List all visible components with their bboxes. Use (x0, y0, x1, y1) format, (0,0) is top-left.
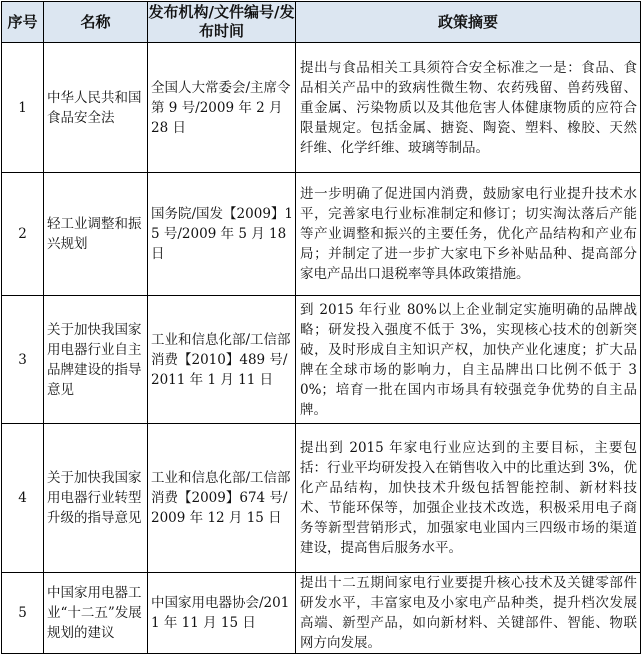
row-index: 5 (2, 573, 44, 654)
table-row (2, 43, 641, 173)
row-name: 关于加快我国家用电器行业自主品牌建设的指导意见 (44, 296, 148, 424)
table-header-row (2, 2, 641, 43)
row-name: 关于加快我国家用电器行业转型升级的指导意见 (44, 424, 148, 573)
row-summary: 提出十二五期间家电行业要提升核心技术及关键零部件研发水平，丰富家电及小家电产品种类，提升档次发展高端、新型产品，如向新材料、关键部件、智能、物联网方向发展。 (296, 573, 641, 654)
table-row (2, 173, 641, 296)
row-name: 中国家用电器工业“十二五”发展规划的建议 (44, 573, 148, 654)
header-index: 序号 (2, 2, 44, 43)
row-index: 2 (2, 173, 44, 296)
row-agency: 中国家用电器协会/2011 年 11 月 15 日 (148, 573, 296, 654)
row-name: 轻工业调整和振兴规划 (44, 173, 148, 296)
policy-table (1, 1, 641, 654)
row-index: 4 (2, 424, 44, 573)
row-summary: 提出到 2015 年家电行业应达到的主要目标，主要包括：行业平均研发投入在销售收入中的比重达到 3%，优化产品结构，加快技术升级包括智能控制、新材料技术、节能环保等，加强企业技术改选，积极采用电子商务等新型营销形式，加强家电业国内三四级市场的渠道建设，提高售后服务水平。 (296, 424, 641, 573)
header-summary: 政策摘要 (296, 2, 641, 43)
row-agency: 工业和信息化部/工信部消费【2009】674 号/2009 年 12 月 15 日 (148, 424, 296, 573)
table-row (2, 573, 641, 654)
row-name: 中华人民共和国食品安全法 (44, 43, 148, 173)
row-summary: 进一步明确了促进国内消费，鼓励家电行业提升技术水平，完善家电行业标准制定和修订；切实淘汰落后产能等产业调整和振兴的主要任务，优化产品结构和产业布局；并制定了进一步扩大家电下乡补贴品种、提高部分家电产品出口退税率等具体政策措施。 (296, 173, 641, 296)
header-agency: 发布机构/文件编号/发布时间 (148, 2, 296, 43)
row-agency: 全国人大常委会/主席令第 9 号/2009 年 2 月 28 日 (148, 43, 296, 173)
row-agency: 工业和信息化部/工信部消费【2010】489 号/2011 年 1 月 11 日 (148, 296, 296, 424)
table-row (2, 296, 641, 424)
row-summary: 提出与食品相关工具须符合安全标准之一是：食品、食品相关产品中的致病性微生物、农药残留、兽药残留、重金属、污染物质以及其他危害人体健康物质的应符合限量规定。包括金属、搪瓷、陶瓷、塑料、橡胶、天然纤维、化学纤维、玻璃等制品。 (296, 43, 641, 173)
table-row (2, 424, 641, 573)
row-index: 1 (2, 43, 44, 173)
header-name: 名称 (44, 2, 148, 43)
row-index: 3 (2, 296, 44, 424)
row-summary: 到 2015 年行业 80%以上企业制定实施明确的品牌战略；研发投入强度不低于 3%，实现核心技术的创新突破，及时形成自主知识产权，加快产业化速度；扩大品牌在全球市场的影响力，自主品牌出口比例不低于 30%；培育一批在国内市场具有较强竞争优势的自主品牌。 (296, 296, 641, 424)
row-agency: 国务院/国发【2009】15 号/2009 年 5 月 18 日 (148, 173, 296, 296)
